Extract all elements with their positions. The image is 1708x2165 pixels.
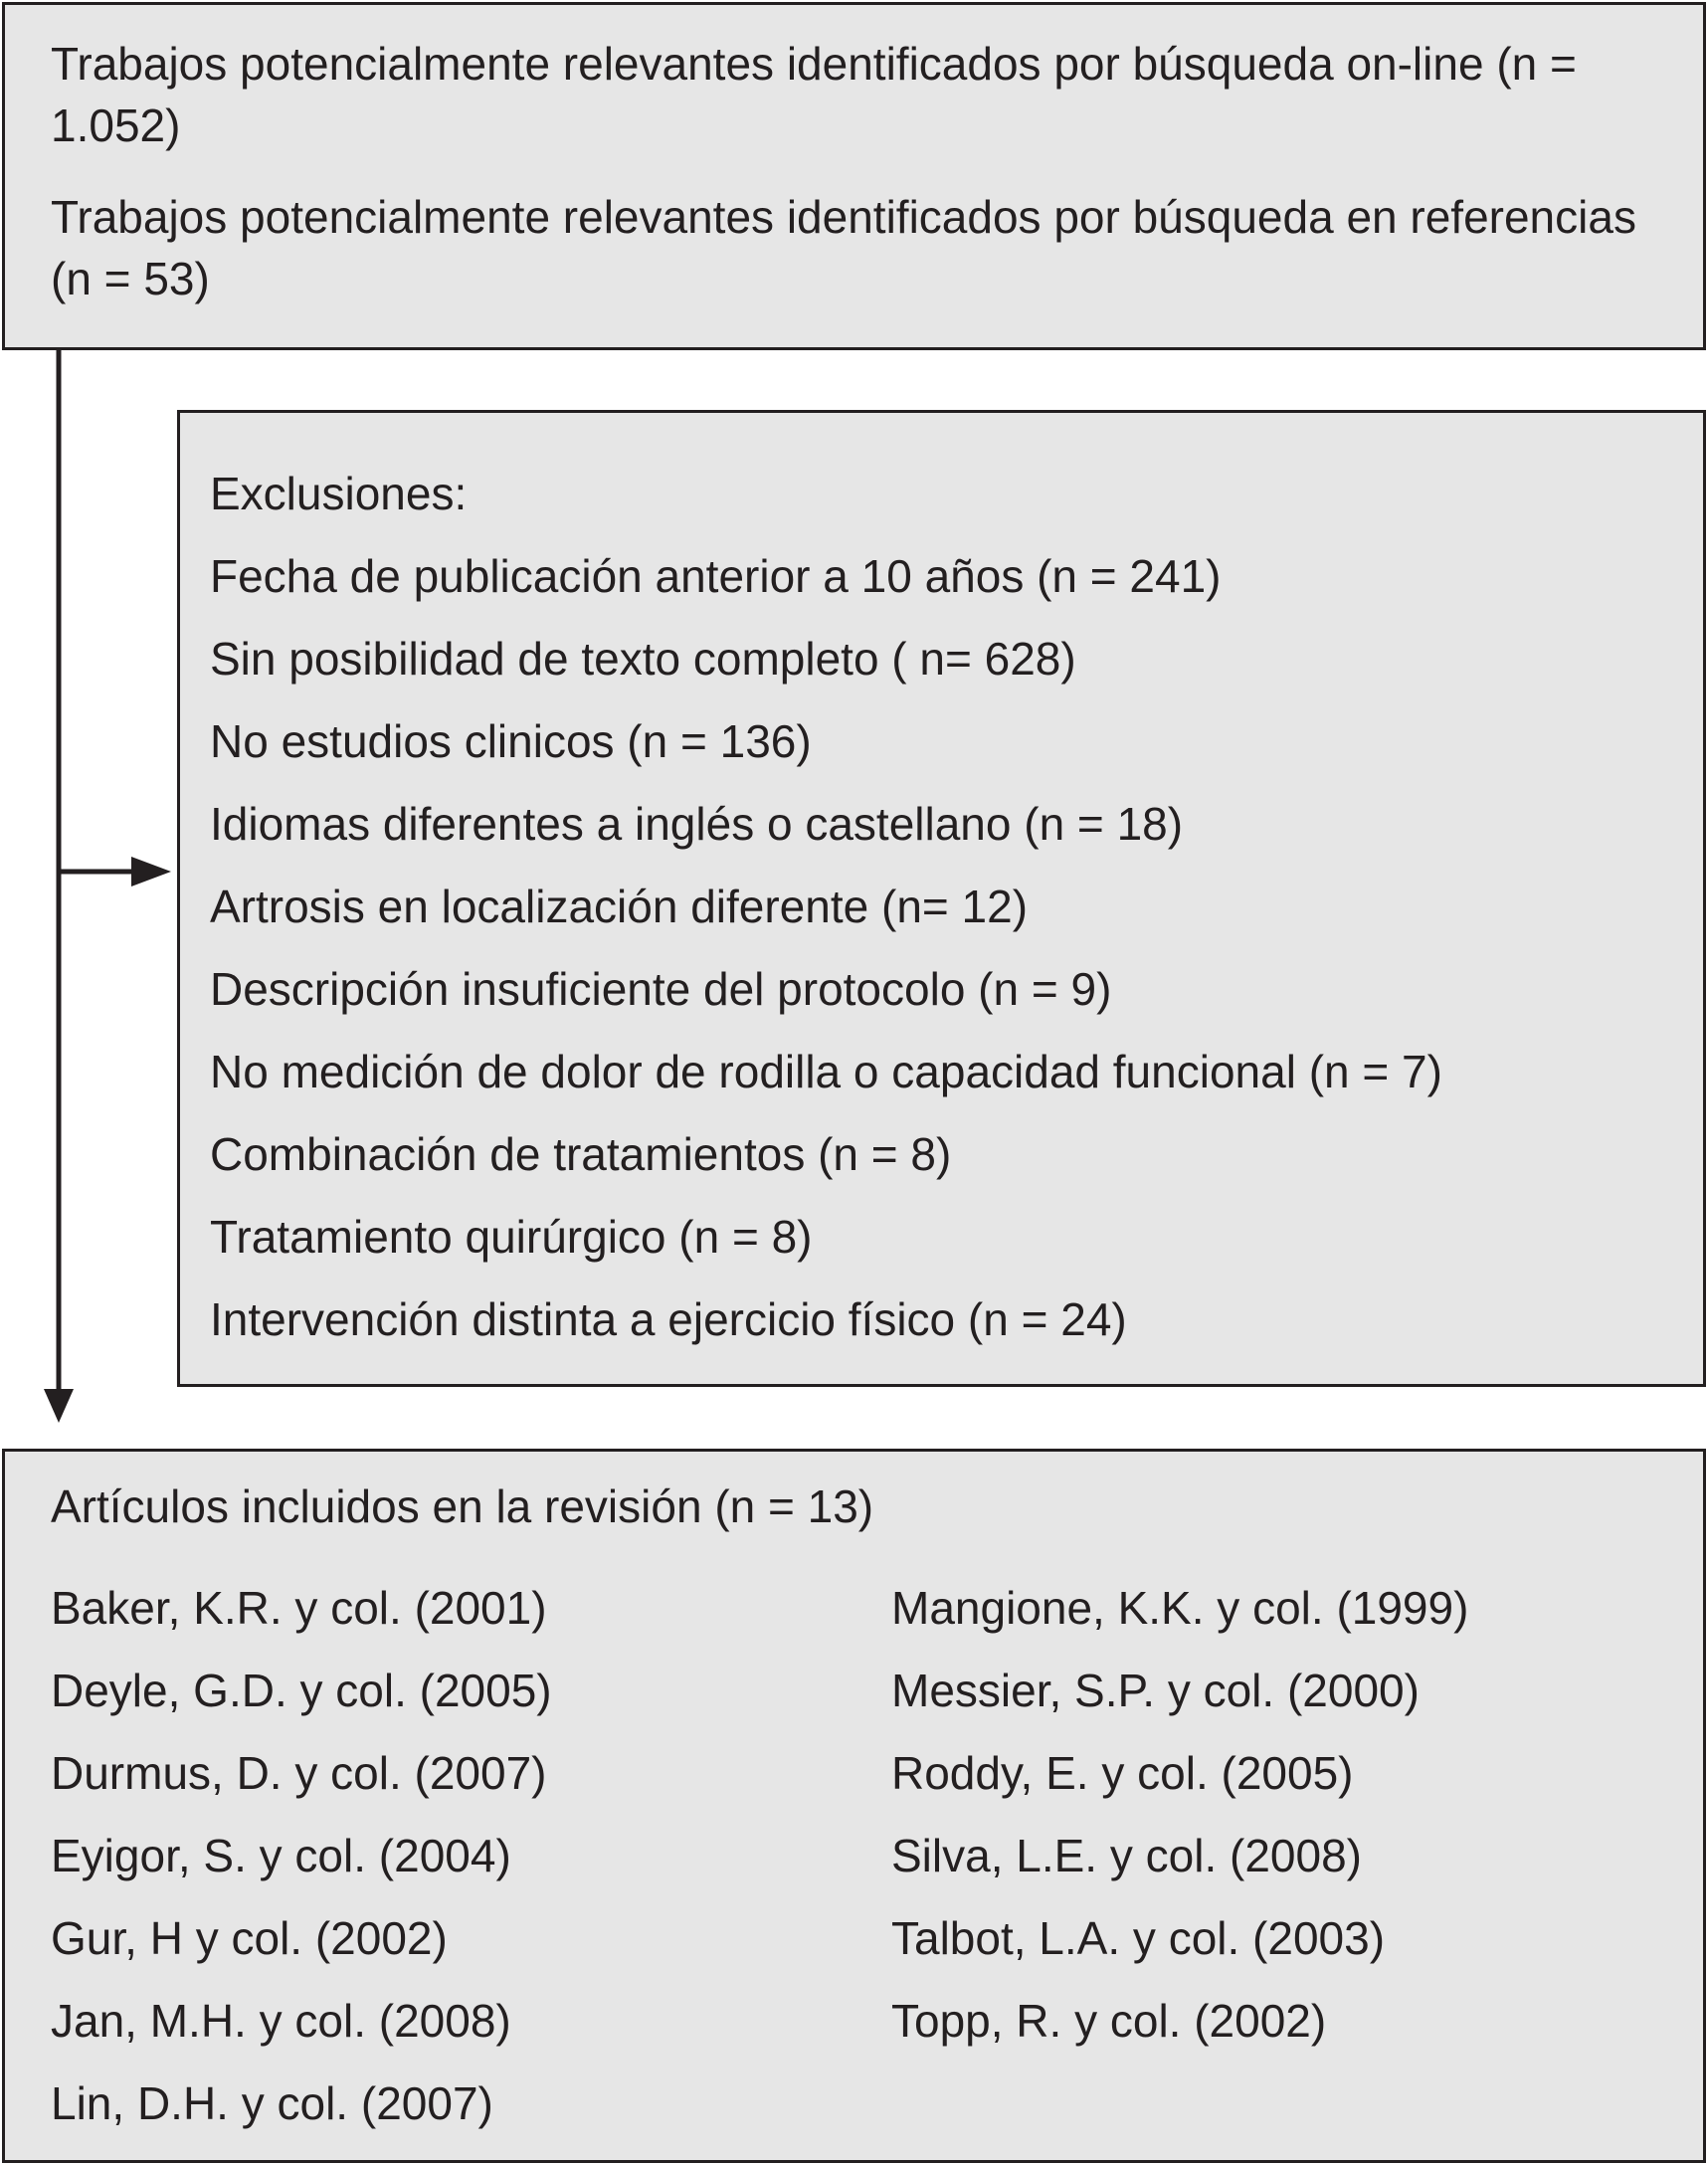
exclusion-item: Fecha de publicación anterior a 10 años (n = 241) <box>210 550 1222 602</box>
exclusion-item: Artrosis en localización diferente (n= 12) <box>210 881 1029 932</box>
reference-item: Topp, R. y col. (2002) <box>891 1995 1327 2047</box>
exclusion-item: Descripción insuficiente del protocolo (n = 9) <box>210 963 1112 1015</box>
reference-item: Talbot, L.A. y col. (2003) <box>891 1912 1386 1964</box>
reference-item: Eyigor, S. y col. (2004) <box>51 1830 511 1881</box>
identified-online-text: Trabajos potencialmente relevantes identificados por búsqueda on-line (n = 1.052) <box>51 38 1577 151</box>
reference-item: Deyle, G.D. y col. (2005) <box>51 1665 552 1716</box>
reference-item: Baker, K.R. y col. (2001) <box>51 1582 547 1634</box>
exclusion-item: Combinación de tratamientos (n = 8) <box>210 1128 952 1180</box>
reference-item: Gur, H y col. (2002) <box>51 1912 448 1964</box>
reference-item: Silva, L.E. y col. (2008) <box>891 1830 1362 1881</box>
reference-item: Roddy, E. y col. (2005) <box>891 1747 1354 1799</box>
exclusion-item: Tratamiento quirúrgico (n = 8) <box>210 1211 813 1263</box>
reference-item: Jan, M.H. y col. (2008) <box>51 1995 511 2047</box>
reference-item: Durmus, D. y col. (2007) <box>51 1747 547 1799</box>
identified-references-text: Trabajos potencialmente relevantes identificados por búsqueda en referencias (n = 53) <box>51 191 1636 304</box>
exclusion-item: Sin posibilidad de texto completo ( n= 628) <box>210 633 1076 685</box>
right-arrow-head <box>131 857 171 886</box>
included-title: Artículos incluidos en la revisión (n = 13) <box>51 1480 874 1532</box>
reference-item: Mangione, K.K. y col. (1999) <box>891 1582 1469 1634</box>
down-arrow-head <box>44 1389 74 1423</box>
exclusions-title: Exclusiones: <box>210 468 468 519</box>
reference-item: Lin, D.H. y col. (2007) <box>51 2077 493 2129</box>
exclusion-item: No estudios clinicos (n = 136) <box>210 715 812 767</box>
exclusion-item: Idiomas diferentes a inglés o castellano (n = 18) <box>210 798 1184 850</box>
reference-item: Messier, S.P. y col. (2000) <box>891 1665 1420 1716</box>
exclusion-item: Intervención distinta a ejercicio físico (n = 24) <box>210 1293 1127 1345</box>
exclusion-item: No medición de dolor de rodilla o capacidad funcional (n = 7) <box>210 1046 1442 1097</box>
